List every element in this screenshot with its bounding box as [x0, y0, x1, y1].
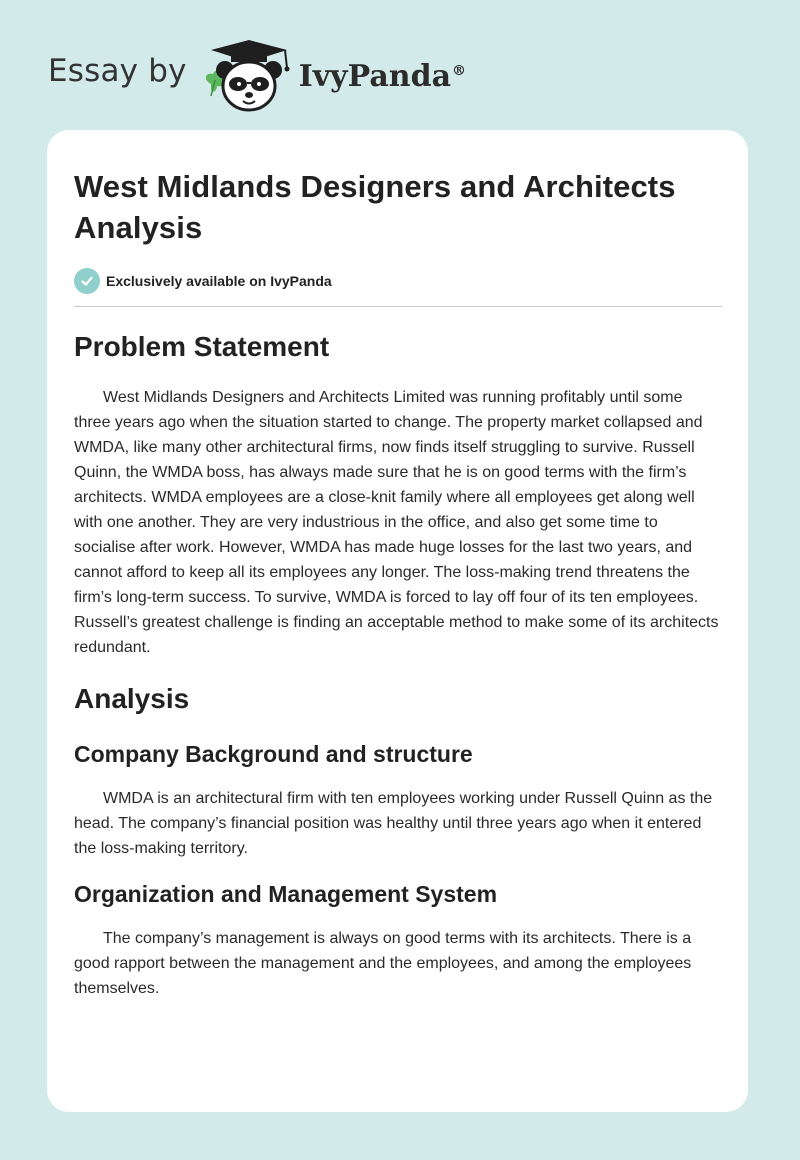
registered-mark: ® — [452, 62, 467, 79]
paragraph-problem-statement: West Midlands Designers and Architects Limited was running profitably until some three years ago when the situation started to change. The property market collapsed and WMDA, like many other architectural firms, now finds itself struggling to survive. Russell Quinn, the WMDA boss, has always made sure that he is on good terms with the firm’s architects. WMDA employees are a close-knit family where all employees get along well with one another. They are very industrious in the office, and also get some time to socialise after work. However, WMDA has made huge losses for the last two years, and cannot afford to keep all its employees any longer. The loss-making trend threatens the firm’s long-term success. To survive, WMDA is forced to lay off four of its ten employees. Russell’s greatest challenge is finding an acceptable method to make some of its architects redundant. — [74, 389, 719, 656]
panda-logo-icon[interactable] — [201, 34, 297, 114]
brand-name[interactable] — [299, 59, 466, 94]
paragraph-company-background: WMDA is an architectural firm with ten employees working under Russell Quinn as the head. The company’s financial position was healthy until three years ago when it entered the loss-making territory. — [74, 790, 713, 857]
brand-name-text: IvyPanda — [298, 58, 452, 94]
subheading-company-background: Company Background and structure — [74, 741, 473, 767]
title-divider — [74, 306, 722, 307]
exclusive-badge — [74, 268, 722, 294]
site-header — [48, 34, 466, 114]
section-heading-problem-statement: Problem Statement — [74, 331, 330, 362]
subheading-organization-management: Organization and Management System — [74, 881, 498, 907]
section-heading-analysis: Analysis — [74, 683, 190, 714]
article-title: West Midlands Designers and Architects Analysis — [74, 169, 676, 245]
exclusive-label: Exclusively available on IvyPanda — [106, 273, 332, 289]
article-card — [47, 130, 748, 1112]
paragraph-organization-management: The company’s management is always on good terms with its architects. There is a good rapport between the management and the employees, and among the employees themselves. — [74, 930, 692, 997]
brand-prefix: Essay by — [48, 53, 187, 89]
check-icon — [74, 268, 100, 294]
